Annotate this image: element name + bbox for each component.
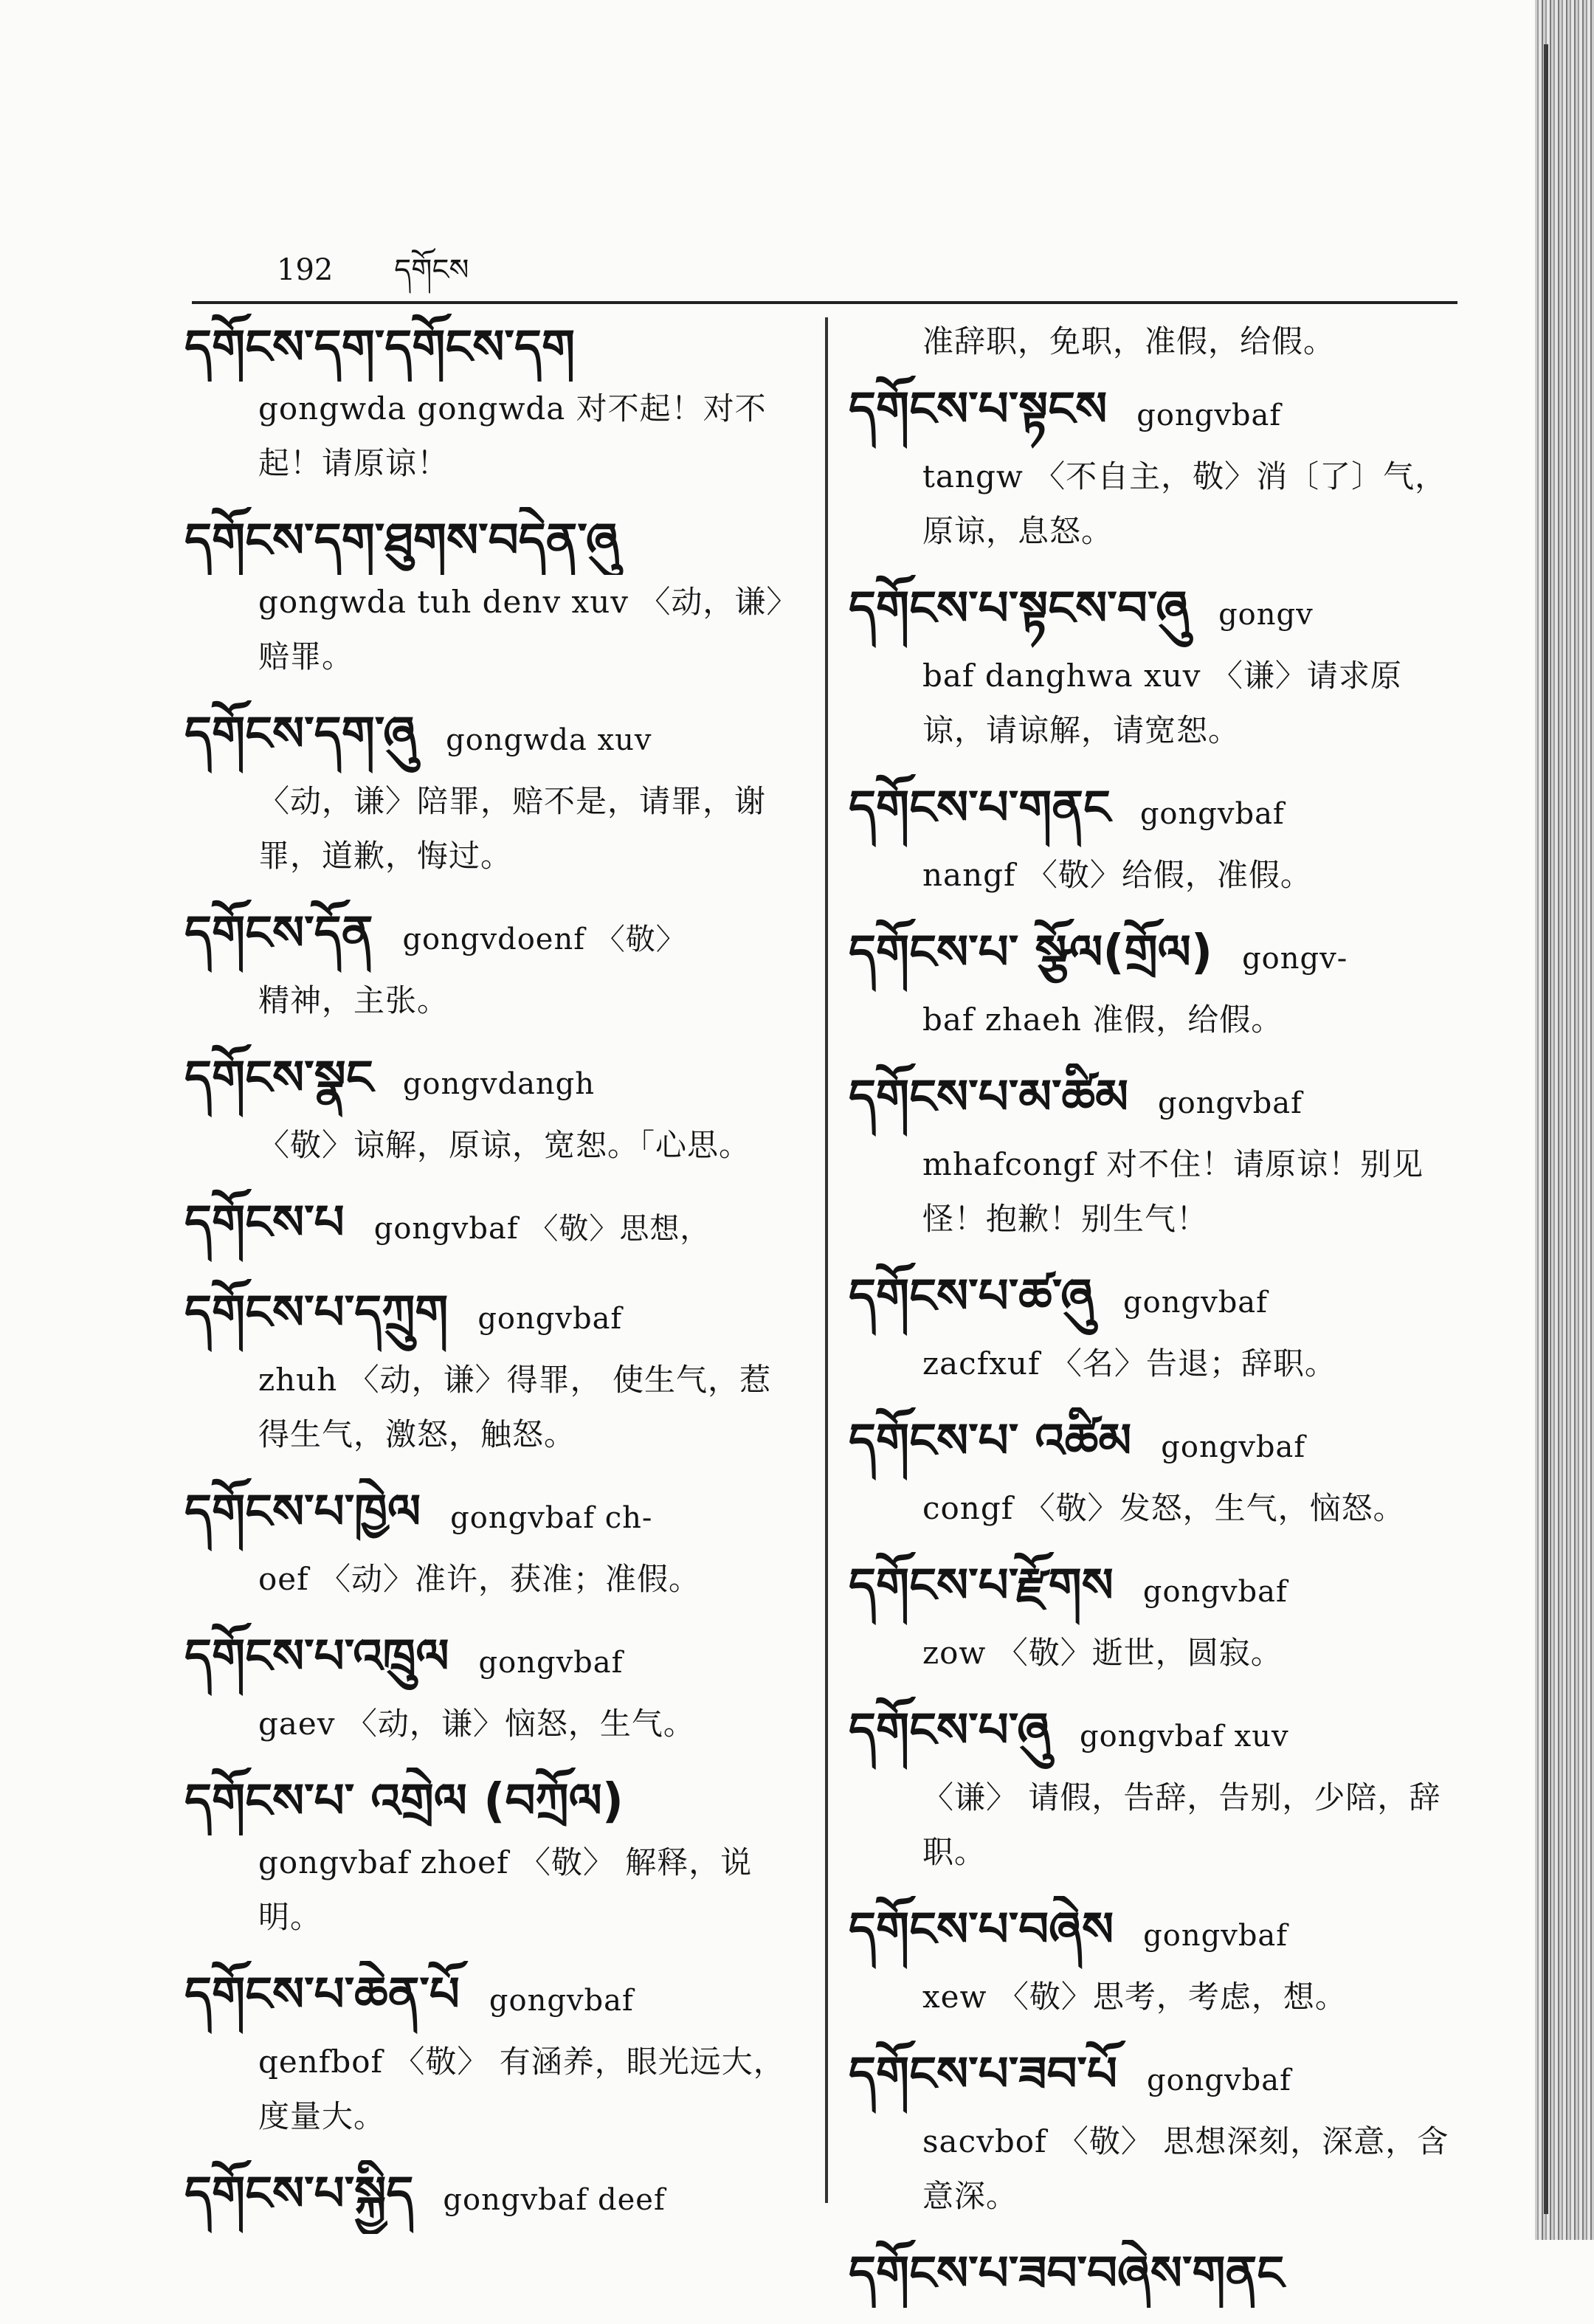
entry-romanization: gongvbaf [1161, 1430, 1306, 1464]
dictionary-entry [849, 1407, 1465, 1536]
entry-headword: དགོངས་དག་ཞུ [184, 707, 417, 762]
page-number: 192 [277, 253, 334, 287]
entry-headline [184, 1044, 801, 1118]
entry-headline [184, 700, 801, 774]
entry-romanization: gongvbaf [477, 1302, 623, 1336]
entry-headline [849, 1697, 1465, 1770]
entry-headline [849, 2240, 1465, 2308]
dictionary-entry [184, 700, 801, 883]
right-column [849, 314, 1465, 2324]
entry-headline [849, 575, 1465, 649]
entry-romanization: gongvbaf ch- [450, 1501, 653, 1535]
entry-romanization: gongvbaf [1142, 1575, 1288, 1609]
entry-romanization: gongvbaf [1158, 1086, 1303, 1120]
continuation-text: 准辞职，免职，准假，给假。 [922, 323, 1336, 359]
entry-romanization: gongvbaf 〈敬〉思想， [373, 1212, 711, 1246]
entry-definition: gongwda gongwda 对不起！对不起！请原谅！ [258, 390, 767, 481]
entry-romanization: gongvbaf [1136, 399, 1282, 432]
entry-headword: དགོངས་པ་ཚ་ཞུ [849, 1269, 1094, 1324]
entry-headword: དགོངས་པ་ སྩོལ(གྲོལ) [849, 925, 1213, 980]
entry-headline [849, 2041, 1465, 2114]
page-header [277, 236, 469, 320]
dictionary-entry [184, 1044, 801, 1173]
entry-headline [184, 1623, 801, 1697]
dictionary-entry [184, 507, 801, 684]
entry-headline [184, 1768, 801, 1835]
entry-headline [849, 1896, 1465, 1970]
dictionary-entry [184, 900, 801, 1028]
entry-headline [184, 314, 801, 382]
entry-definition: zow 〈敬〉逝世，圆寂。 [922, 1635, 1283, 1671]
entry-definition: tangw 〈不自主，敬〉消〔了〕气，原谅，息怒。 [922, 458, 1447, 549]
entry-romanization: gongvbaf [489, 1984, 634, 2018]
entry-headline [849, 376, 1465, 449]
dictionary-entry [849, 1697, 1465, 1880]
entry-headword: དགོངས་པ་སྟངས [849, 382, 1108, 437]
entry-headword: དགོངས་པ་ འགྲེལ (བཀྲོལ) [184, 1774, 624, 1829]
entry-headline [849, 919, 1465, 993]
entry-headline [184, 1189, 801, 1263]
dictionary-entry [184, 1768, 801, 1945]
entry-headword: དགོངས་པ་ཆེན་པོ [184, 1968, 460, 2022]
entry-romanization: gongvbaf deef [443, 2183, 666, 2217]
entry-definition: 精神，主张。 [258, 982, 449, 1018]
entry-headline [184, 1279, 801, 1353]
dictionary-entry [849, 1263, 1465, 1391]
entry-romanization: gongvbaf xuv [1080, 1720, 1289, 1754]
entry-definition: zacfxuf 〈名〉告退；辞职。 [922, 1345, 1336, 1382]
entry-definition: gongwda tuh denv xuv 〈动，谦〉赔罪。 [258, 584, 798, 675]
column-divider [825, 317, 828, 2203]
running-head: དགོངས [394, 253, 469, 287]
entry-headline [184, 1961, 801, 2035]
entry-definition: mhafcongf 对不住！请原谅！别见怪！抱歉！别生气！ [922, 1146, 1424, 1237]
entry-headword: དགོངས་པ་ཁྱེལ [184, 1485, 421, 1539]
scan-edge-line [1544, 44, 1548, 2214]
entry-definition: 〈敬〉谅解，原谅，宽恕。「心思。 [258, 1127, 751, 1163]
dictionary-entry [184, 1189, 801, 1263]
entry-headline [184, 507, 801, 575]
dictionary-entry [849, 2240, 1465, 2308]
dictionary-entry [849, 774, 1465, 903]
entry-definition: gongvbaf zhoef 〈敬〉 解释，说明。 [258, 1844, 753, 1935]
entry-headword: དགོངས་པ་འཁྲུལ [184, 1630, 449, 1684]
entry-headline [849, 774, 1465, 848]
entry-headline [849, 1552, 1465, 1626]
entry-definition: 〈动，谦〉陪罪，赔不是，请罪，谢罪，道歉，悔过。 [258, 783, 767, 874]
entry-romanization: gongwda xuv [446, 723, 652, 757]
entry-headline [849, 1263, 1465, 1337]
dictionary-entry [184, 1279, 801, 1462]
entry-definition: zhuh 〈动，谦〉得罪， 使生气，惹得生气，激怒，触怒。 [258, 1362, 771, 1452]
entry-headline [184, 900, 801, 973]
left-column [184, 314, 801, 2250]
dictionary-entry [849, 1063, 1465, 1247]
entry-headword: དགོངས་དག་དགོངས་དག [184, 320, 576, 375]
dictionary-entry [849, 919, 1465, 1047]
dictionary-entry [184, 314, 801, 491]
entry-romanization: gongvbaf [478, 1646, 624, 1680]
entry-headword: དགོངས་པ་ འཚིམ [849, 1414, 1132, 1469]
dictionary-entry [184, 2160, 801, 2234]
dictionary-entry [849, 1552, 1465, 1680]
entry-headword: དགོངས་པ [184, 1196, 345, 1250]
entry-definition: xew 〈敬〉思考，考虑，想。 [922, 1979, 1347, 2015]
entry-definition: oef 〈动〉准许，获准；准假。 [258, 1561, 701, 1597]
entry-definition: gaev 〈动，谦〉恼怒，生气。 [258, 1706, 695, 1742]
dictionary-entry [849, 2041, 1465, 2224]
entry-headline [184, 2160, 801, 2234]
entry-romanization: gongvbaf [1139, 797, 1285, 831]
entry-definition: baf danghwa xuv 〈谦〉请求原谅，请谅解，请宽恕。 [922, 658, 1402, 748]
entry-romanization: gongvbaf [1143, 1919, 1288, 1953]
entry-headword: དགོངས་དག་ཐུགས་བདེན་ཞུ [184, 514, 619, 568]
entry-headword: དགོངས་དོན [184, 906, 373, 961]
entry-definition: qenfbof 〈敬〉 有涵养，眼光远大，度量大。 [258, 2044, 785, 2134]
entry-definition: 〈谦〉 请假，告辞，告别，少陪，辞职。 [922, 1779, 1441, 1870]
entry-headword: དགོངས་པ་མ་ཚིམ [849, 1070, 1129, 1125]
entry-definition: nangf 〈敬〉给假，准假。 [922, 857, 1312, 893]
entry-headline [849, 1063, 1465, 1137]
entry-headword: དགོངས་པ་ཞུ [849, 1703, 1051, 1758]
dictionary-entry [849, 376, 1465, 559]
dictionary-entry [849, 575, 1465, 758]
entry-headline [849, 1407, 1465, 1481]
entry-headword: དགོངས་པ་གནང [849, 781, 1111, 835]
entry-definition: baf zhaeh 准假，给假。 [922, 1001, 1283, 1038]
entry-headword: དགོངས་པ་སྟངས་བ་ཞུ [849, 582, 1190, 636]
entry-romanization: gongvdoenf 〈敬〉 [402, 923, 686, 956]
entry-romanization: gongvdangh [402, 1067, 596, 1101]
entry-headword: དགོངས་པ་རྫོགས [849, 1559, 1114, 1613]
dictionary-entry [184, 1478, 801, 1607]
entry-headline [184, 1478, 801, 1552]
entry-headword: དགོངས་སྣང [184, 1051, 373, 1106]
entry-headword: དགོངས་པ་དཀྲུག [184, 1286, 449, 1340]
header-rule [192, 301, 1457, 304]
entry-romanization: gongv- [1242, 942, 1348, 976]
entry-headword: དགོངས་པ་ཟབ་པོ [849, 2047, 1117, 2102]
dictionary-entry [849, 1896, 1465, 2024]
dictionary-entry [184, 1623, 801, 1751]
entry-romanization: gongv [1218, 598, 1314, 632]
entry-definition: congf 〈敬〉发怒，生气，恼怒。 [922, 1490, 1405, 1526]
entry-headword: དགོངས་པ་ཟབ་བཞེས་གནང [849, 2247, 1285, 2301]
entry-headword: དགོངས་པ་སྐྱིད [184, 2167, 414, 2221]
entry-definition: sacvbof 〈敬〉 思想深刻，深意，含意深。 [922, 2123, 1449, 2214]
entry-headword: དགོངས་པ་བཞེས [849, 1903, 1114, 1957]
entry-romanization: gongvbaf [1146, 2063, 1291, 2097]
entry-romanization: gongvbaf [1123, 1286, 1268, 1320]
dictionary-entry [184, 1961, 801, 2144]
